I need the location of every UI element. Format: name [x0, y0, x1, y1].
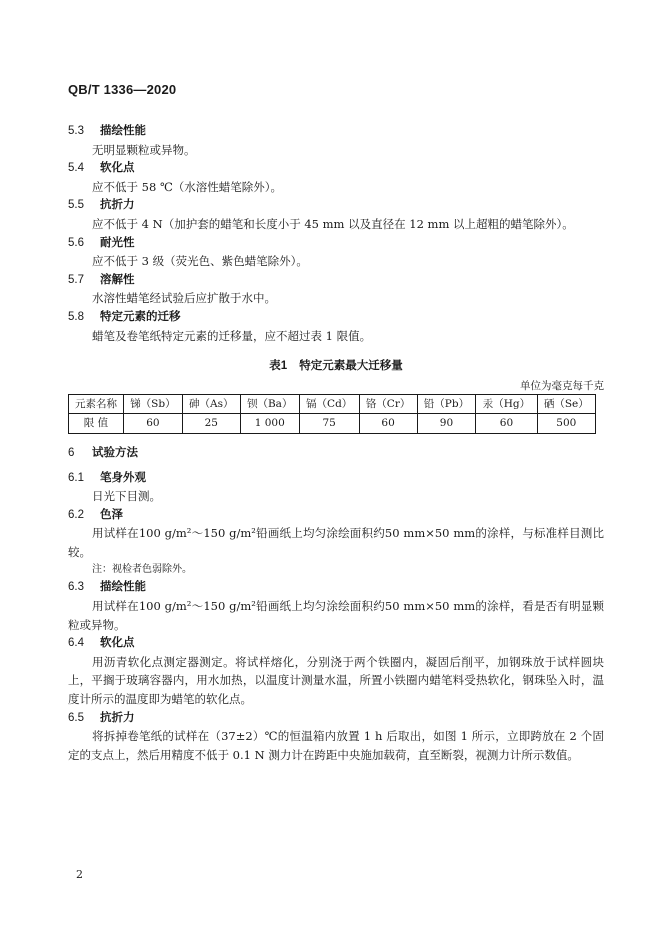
- table-unit-note: 单位为毫克每千克: [520, 379, 604, 392]
- table-limit-row: [69, 414, 596, 434]
- limit-cell-se: 500: [537, 414, 595, 434]
- section-title: 特定元素的迁移: [100, 310, 181, 323]
- section-5-3: [68, 122, 604, 159]
- section-title: 笔身外观: [100, 471, 146, 484]
- section-number: 5.4: [68, 162, 84, 175]
- limit-cell-as: 25: [182, 414, 240, 434]
- limit-cell-sb: 60: [123, 414, 182, 434]
- section-body: 用试样在100 g/m²～150 g/m²铅画纸上均匀涂绘面积约50 mm×50 mm的涂样，看是否有明显颗粒或异物。: [68, 599, 604, 632]
- section-6-1: [68, 469, 604, 506]
- section-title: 抗折力: [100, 711, 135, 724]
- row-label-cell: 限 值: [69, 414, 124, 434]
- section-body: 蜡笔及卷笔纸特定元素的迁移量，应不超过表 1 限值。: [92, 328, 372, 343]
- page-number: 2: [76, 868, 83, 881]
- section-number: 5.5: [68, 199, 84, 212]
- element-cell-se: 硒（Se）: [537, 394, 595, 414]
- element-cell-as: 砷（As）: [182, 394, 240, 414]
- limit-cell-cd: 75: [299, 414, 359, 434]
- chapter-title: 试验方法: [92, 446, 138, 459]
- section-number: 5.7: [68, 273, 84, 286]
- header-label-cell: 元素名称: [69, 394, 124, 414]
- chapter-number: 6: [68, 446, 75, 459]
- section-number: 5.8: [68, 310, 84, 323]
- section-6-4: [68, 634, 604, 708]
- section-body: 应不低于 58 ℃（水溶性蜡笔除外）。: [92, 179, 283, 194]
- table-header-row: [69, 394, 596, 414]
- section-number: 5.3: [68, 125, 84, 137]
- section-title: 色泽: [100, 508, 123, 521]
- chapter-6-heading: [68, 444, 604, 463]
- element-cell-cd: 镉（Cd）: [299, 394, 359, 414]
- section-5-4: [68, 159, 604, 196]
- section-body: 将拆掉卷笔纸的试样在（37±2）℃的恒温箱内放置 1 h 后取出，如图 1 所示，立即跨放在 2 个固定的支点上，然后用精度不低于 0.1 N 测力计在跨距中央施加载荷，直至断裂，视测力计所示数值。: [68, 729, 604, 762]
- limit-cell-hg: 60: [476, 414, 537, 434]
- section-body: 无明显颗粒或异物。: [92, 142, 196, 157]
- section-6-3: [68, 578, 604, 634]
- section-title: 软化点: [100, 162, 135, 175]
- section-number: 6.1: [68, 471, 84, 484]
- section-body: 用试样在100 g/m²～150 g/m²铅画纸上均匀涂绘面积约50 mm×50 mm的涂样，与标准样目测比较。: [68, 526, 604, 559]
- element-cell-cr: 铬（Cr）: [359, 394, 417, 414]
- section-number: 5.6: [68, 236, 84, 249]
- table-title: 特定元素最大迁移量: [299, 360, 403, 373]
- section-body: 应不低于 4 N（加护套的蜡笔和长度小于 45 mm 以及直径在 12 mm 以上超粗的蜡笔除外）。: [92, 216, 574, 231]
- migration-limits-table: [68, 394, 596, 434]
- element-cell-ba: 钡（Ba）: [240, 394, 299, 414]
- element-cell-hg: 汞（Hg）: [476, 394, 537, 414]
- section-5-7: [68, 271, 604, 308]
- section-6-5: [68, 709, 604, 765]
- section-body: 水溶性蜡笔经试验后应扩散于水中。: [92, 291, 276, 306]
- section-title: 软化点: [100, 637, 135, 650]
- document-body: [68, 122, 604, 764]
- limit-cell-pb: 90: [417, 414, 476, 434]
- section-title: 描绘性能: [100, 581, 146, 594]
- section-number: 6.5: [68, 711, 84, 724]
- section-title: 耐光性: [100, 236, 135, 249]
- table-caption: [68, 357, 604, 376]
- standard-code: QB/T 1336—2020: [68, 82, 177, 97]
- section-body: 用沥青软化点测定器测定。将试样熔化，分别浇于两个铁圈内，凝固后削平，加钢珠放于试样圆块上，平搁于玻璃容器内，用水加热，以温度计测量水温，所置小铁圈内蜡笔料受热软化，钢珠坠入时，温度计所示的温度即为蜡笔的软化点。: [68, 654, 604, 707]
- section-body: 日光下目测。: [92, 489, 161, 504]
- section-6-2: [68, 506, 604, 579]
- section-number: 6.3: [68, 581, 84, 594]
- limit-cell-ba: 1 000: [240, 414, 299, 434]
- limit-cell-cr: 60: [359, 414, 417, 434]
- element-cell-sb: 锑（Sb）: [123, 394, 182, 414]
- element-cell-pb: 铅（Pb）: [417, 394, 476, 414]
- section-note: 注：视检者色弱除外。: [92, 564, 192, 576]
- section-5-8: [68, 308, 604, 345]
- section-title: 描绘性能: [100, 125, 146, 137]
- section-5-5: [68, 196, 604, 233]
- table-number: 表1: [269, 360, 288, 373]
- section-title: 抗折力: [100, 199, 135, 212]
- section-number: 6.4: [68, 637, 84, 650]
- section-title: 溶解性: [100, 273, 135, 286]
- section-body: 应不低于 3 级（荧光色、紫色蜡笔除外）。: [92, 254, 308, 269]
- section-5-6: [68, 234, 604, 271]
- section-number: 6.2: [68, 508, 84, 521]
